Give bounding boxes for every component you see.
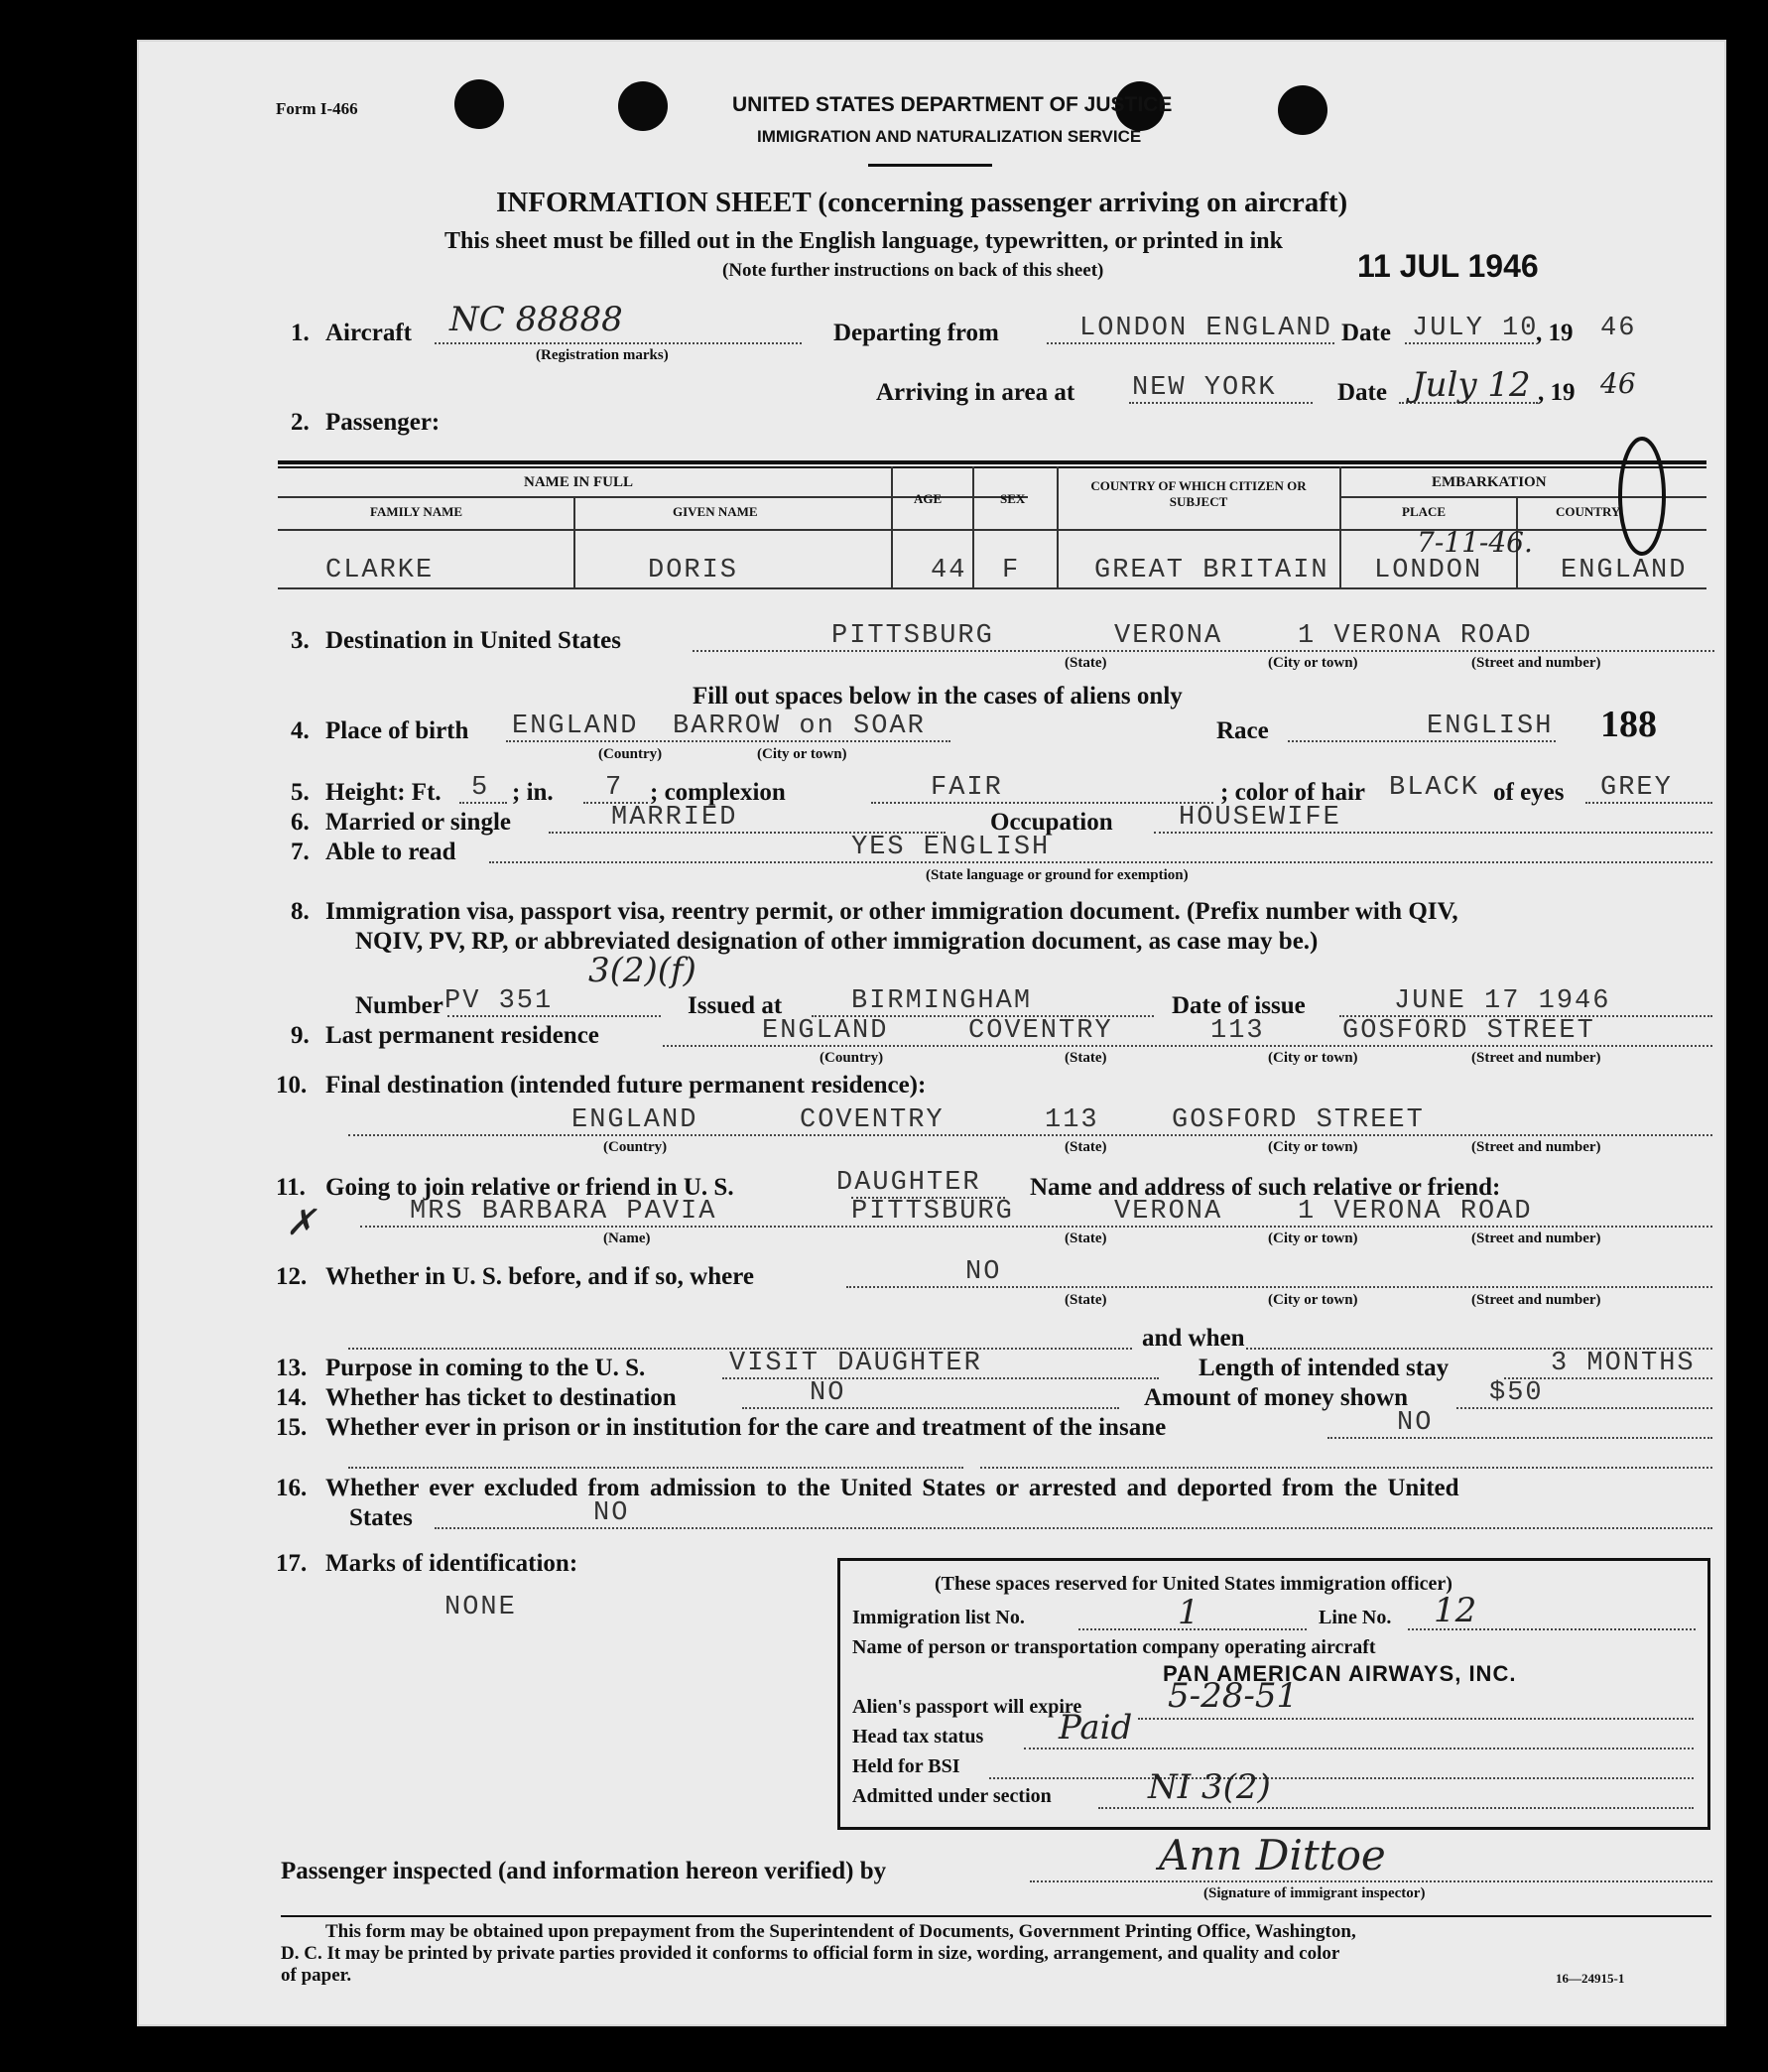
document-number-label: Number — [355, 992, 443, 1019]
check-mark: ✗ — [286, 1203, 316, 1243]
caption-street: (Street and number) — [1471, 655, 1601, 671]
col-embarkation: EMBARKATION — [1432, 474, 1547, 490]
birth-country: ENGLAND — [512, 712, 639, 741]
caption-state: (State) — [1065, 655, 1107, 671]
relation-value: DAUGHTER — [836, 1168, 981, 1198]
section-value: NI 3(2) — [1148, 1767, 1271, 1807]
arriving-value: NEW YORK — [1132, 373, 1277, 403]
eyes-value: GREY — [1600, 773, 1673, 803]
aircraft-label: Aircraft — [325, 320, 412, 346]
head-tax-value: Paid — [1059, 1708, 1133, 1748]
item-number: 3. — [291, 627, 310, 654]
race-label: Race — [1216, 717, 1269, 744]
caption-state: (State) — [1065, 1139, 1107, 1155]
line-number-value: 12 — [1434, 1591, 1477, 1630]
item-number: 14. — [276, 1384, 308, 1411]
item-number: 16. — [276, 1475, 308, 1501]
cell-place: LONDON — [1374, 556, 1483, 585]
arrival-date-value: July 12 — [1412, 365, 1531, 405]
final-destination-label: Final destination (intended future permanent residence): — [325, 1072, 927, 1099]
date-of-issue-label: Date of issue — [1172, 992, 1306, 1019]
caption-city: (City or town) — [1268, 1292, 1358, 1308]
ticket-label: Whether has ticket to destination — [325, 1384, 677, 1411]
col-age: AGE — [914, 491, 943, 506]
race-code: 188 — [1600, 704, 1657, 745]
when-label: and when — [1142, 1325, 1245, 1352]
item-number: 17. — [276, 1550, 308, 1577]
cell-sex: F — [1002, 556, 1021, 585]
identification-marks-value: NONE — [444, 1593, 517, 1622]
col-emb-country: COUNTRY — [1556, 504, 1621, 519]
company-value: PAN AMERICAN AIRWAYS, INC. — [1163, 1661, 1517, 1686]
date-value: JULY 10 — [1412, 314, 1539, 343]
arrival-year-prefix: , 19 — [1538, 379, 1576, 406]
date-of-issue-value: JUNE 17 1946 — [1394, 986, 1611, 1016]
complexion-line — [871, 802, 1213, 804]
form-number: Form I-466 — [276, 99, 358, 118]
caption-state: (State) — [1065, 1050, 1107, 1066]
bsi-label: Held for BSI — [852, 1755, 960, 1777]
item-number: 13. — [276, 1355, 308, 1381]
destination-label: Destination in United States — [325, 627, 621, 654]
departing-label: Departing from — [833, 320, 999, 346]
col-sex: SEX — [1000, 491, 1026, 506]
last-residence-street: GOSFORD STREET — [1342, 1016, 1595, 1046]
department-name: UNITED STATES DEPARTMENT OF JUSTICE — [732, 93, 1173, 116]
prison-label: Whether ever in prison or in institution for the care and treatment of the insane — [325, 1414, 1167, 1441]
item-number: 10. — [276, 1072, 308, 1099]
item-number: 2. — [291, 409, 310, 436]
cell-country: ENGLAND — [1561, 556, 1688, 585]
birthplace-label: Place of birth — [325, 717, 469, 744]
height-ft-value: 5 — [471, 773, 490, 803]
issued-at-label: Issued at — [688, 992, 783, 1019]
caption-street: (Street and number) — [1471, 1230, 1601, 1246]
destination-state: PITTSBURG — [831, 621, 994, 651]
able-to-read-caption: (State language or ground for exemption) — [926, 867, 1189, 883]
final-destination-street: GOSFORD STREET — [1172, 1105, 1425, 1135]
section-label: Admitted under section — [852, 1785, 1052, 1807]
ticket-line — [742, 1407, 1119, 1409]
officer-box — [837, 1558, 1710, 1830]
form-sheet — [137, 40, 1726, 2026]
instruction-text: This sheet must be filled out in the English language, typewritten, or printed in ink — [444, 228, 1283, 254]
col-place: PLACE — [1402, 504, 1447, 519]
footer-line-2: D. C. It may be printed by private parties provided it conforms to official form in size, wording, arrangement, and quality and color — [281, 1943, 1340, 1964]
document-text-line2: NQIV, PV, RP, or abbreviated designation of other immigration document, as case may be.) — [355, 928, 1319, 955]
caption-city: (City or town) — [1268, 1230, 1358, 1246]
punch-hole — [618, 81, 668, 131]
item-number: 15. — [276, 1414, 308, 1441]
passport-expiry-value: 5-28-51 — [1168, 1676, 1299, 1716]
arriving-label: Arriving in area at — [876, 379, 1075, 406]
complexion-value: FAIR — [931, 773, 1003, 803]
hair-value: BLACK — [1389, 773, 1480, 803]
list-number-label: Immigration list No. — [852, 1607, 1025, 1628]
caption-city: (City or town) — [1268, 1139, 1358, 1155]
passenger-label: Passenger: — [325, 409, 441, 436]
join-relative-label: Going to join relative or friend in U. S. — [325, 1174, 734, 1201]
item-number: 9. — [291, 1022, 310, 1049]
col-family-name: FAMILY NAME — [370, 504, 463, 519]
footer-code: 16—24915-1 — [1556, 1971, 1625, 1986]
item-number: 12. — [276, 1263, 308, 1290]
line-number-label: Line No. — [1319, 1607, 1392, 1628]
marital-label: Married or single — [325, 809, 511, 836]
caption-city: (City or town) — [1268, 655, 1358, 671]
year-value: 46 — [1600, 314, 1637, 343]
circle-mark — [1610, 427, 1675, 566]
money-label: Amount of money shown — [1144, 1384, 1409, 1411]
received-stamp: 11 JUL 1946 — [1357, 248, 1539, 284]
item-number: 7. — [291, 839, 310, 865]
col-country: COUNTRY OF WHICH CITIZEN OR SUBJECT — [1090, 478, 1307, 509]
date-label: Date — [1341, 320, 1391, 346]
footer-rule — [281, 1915, 1711, 1917]
aliens-heading: Fill out spaces below in the cases of aliens only — [693, 683, 1183, 710]
prison-line — [1327, 1437, 1712, 1439]
caption-country: (Country) — [603, 1139, 668, 1155]
prison-value: NO — [1397, 1408, 1434, 1438]
relative-city: VERONA — [1114, 1197, 1223, 1227]
final-destination-line — [348, 1134, 1712, 1136]
final-destination-country: ENGLAND — [571, 1105, 698, 1135]
caption-street: (Street and number) — [1471, 1050, 1601, 1066]
signature-line — [1030, 1880, 1712, 1882]
able-to-read-value: YES ENGLISH — [851, 833, 1051, 862]
note-text: (Note further instructions on back of this sheet) — [722, 260, 1104, 281]
cell-family-name: CLARKE — [325, 556, 435, 585]
item-number: 11. — [276, 1174, 306, 1201]
relative-street: 1 VERONA ROAD — [1298, 1197, 1533, 1227]
document-number-handwritten: 3(2)(f) — [588, 951, 696, 990]
complexion-label: ; complexion — [650, 779, 786, 806]
height-in-value: 7 — [605, 773, 624, 803]
item-number: 8. — [291, 898, 310, 925]
item-number: 4. — [291, 717, 310, 744]
destination-city: VERONA — [1114, 621, 1223, 651]
handwritten-date: 7-11-46. — [1417, 526, 1533, 559]
caption-city: (City or town) — [1268, 1050, 1358, 1066]
birth-city: BARROW on SOAR — [673, 712, 926, 741]
length-of-stay-label: Length of intended stay — [1199, 1355, 1450, 1381]
marital-value: MARRIED — [611, 803, 738, 833]
relative-address-label: Name and address of such relative or friend: — [1030, 1174, 1501, 1201]
cell-age: 44 — [931, 556, 967, 585]
head-tax-line — [1024, 1748, 1694, 1749]
departing-value: LONDON ENGLAND — [1079, 314, 1332, 343]
occupation-label: Occupation — [990, 809, 1113, 836]
destination-street: 1 VERONA ROAD — [1298, 621, 1533, 651]
passport-expiry-label: Alien's passport will expire — [852, 1696, 1082, 1718]
caption-state: (State) — [1065, 1292, 1107, 1308]
occupation-value: HOUSEWIFE — [1179, 803, 1341, 833]
service-name: IMMIGRATION AND NATURALIZATION SERVICE — [757, 127, 1142, 146]
able-to-read-line — [489, 861, 1712, 863]
item-number: 1. — [291, 320, 310, 346]
able-to-read-label: Able to read — [325, 839, 456, 865]
document-number-value: PV 351 — [444, 986, 554, 1016]
purpose-value: VISIT DAUGHTER — [729, 1349, 982, 1378]
signature-caption: (Signature of immigrant inspector) — [1203, 1885, 1426, 1901]
cell-given-name: DORIS — [648, 556, 739, 585]
col-name-in-full: NAME IN FULL — [524, 474, 634, 490]
caption-name: (Name) — [603, 1230, 651, 1246]
punch-hole — [454, 79, 504, 129]
list-number-value: 1 — [1178, 1593, 1200, 1632]
caption-street: (Street and number) — [1471, 1292, 1601, 1308]
arrival-year-value: 46 — [1600, 367, 1636, 400]
arrival-date-label: Date — [1337, 379, 1387, 406]
item-number: 6. — [291, 809, 310, 836]
year-prefix: , 19 — [1536, 320, 1574, 346]
aircraft-value: NC 88888 — [449, 300, 623, 339]
hair-label: ; color of hair — [1220, 779, 1366, 806]
caption-country: (Country) — [598, 746, 663, 762]
height-label: Height: Ft. — [325, 779, 442, 806]
registration-caption: (Registration marks) — [536, 347, 669, 363]
last-residence-city: 113 — [1210, 1016, 1265, 1046]
header-rule — [868, 164, 992, 167]
prison-line-3 — [980, 1467, 1712, 1469]
footer-line-1: This form may be obtained upon prepayment from the Superintendent of Documents, Government Printing Office, Washington, — [325, 1921, 1356, 1942]
caption-country: (Country) — [820, 1050, 884, 1066]
relative-name: MRS BARBARA PAVIA — [410, 1197, 717, 1227]
item-number: 5. — [291, 779, 310, 806]
page-title: INFORMATION SHEET (concerning passenger arriving on aircraft) — [496, 187, 1348, 218]
identification-marks-label: Marks of identification: — [325, 1550, 578, 1577]
col-given-name: GIVEN NAME — [673, 504, 758, 519]
caption-city: (City or town) — [757, 746, 847, 762]
footer-line-3: of paper. — [281, 1965, 352, 1986]
aircraft-line — [435, 342, 802, 344]
bsi-line — [989, 1777, 1694, 1779]
height-in-label: ; in. — [512, 779, 554, 806]
purpose-label: Purpose in coming to the U. S. — [325, 1355, 646, 1381]
last-residence-label: Last permanent residence — [325, 1022, 599, 1049]
excluded-label: Whether ever excluded from admission to the United States or arrested and deported from the United — [325, 1475, 1459, 1501]
inspection-label: Passenger inspected (and information hereon verified) by — [281, 1858, 887, 1884]
excluded-value: NO — [593, 1498, 630, 1528]
caption-state: (State) — [1065, 1230, 1107, 1246]
length-of-stay-value: 3 MONTHS — [1551, 1349, 1696, 1378]
final-destination-state: COVENTRY — [800, 1105, 945, 1135]
relative-state: PITTSBURG — [851, 1197, 1014, 1227]
section-line — [1098, 1807, 1694, 1809]
last-residence-country: ENGLAND — [762, 1016, 889, 1046]
head-tax-label: Head tax status — [852, 1726, 984, 1748]
inspector-signature: Ann Dittoe — [1159, 1831, 1386, 1879]
passport-expiry-line — [1138, 1718, 1694, 1720]
document-text-line1: Immigration visa, passport visa, reentry permit, or other immigration document. (Prefix number with QIV, — [325, 898, 1458, 925]
issued-at-value: BIRMINGHAM — [851, 986, 1033, 1016]
previous-visit-label: Whether in U. S. before, and if so, where — [325, 1263, 754, 1290]
company-label: Name of person or transportation company operating aircraft — [852, 1636, 1376, 1658]
ticket-value: NO — [810, 1378, 846, 1408]
race-value: ENGLISH — [1427, 712, 1554, 741]
last-residence-state: COVENTRY — [968, 1016, 1113, 1046]
prison-line-2 — [348, 1467, 963, 1469]
excluded-label-2: States — [349, 1504, 413, 1531]
final-destination-city: 113 — [1045, 1105, 1099, 1135]
punch-hole — [1278, 85, 1327, 135]
cell-citizen: GREAT BRITAIN — [1094, 556, 1329, 585]
money-value: $50 — [1489, 1378, 1544, 1408]
eyes-label: of eyes — [1493, 779, 1565, 806]
previous-visit-value: NO — [965, 1257, 1002, 1287]
officer-box-heading: (These spaces reserved for United States immigration officer) — [935, 1573, 1452, 1595]
caption-street: (Street and number) — [1471, 1139, 1601, 1155]
